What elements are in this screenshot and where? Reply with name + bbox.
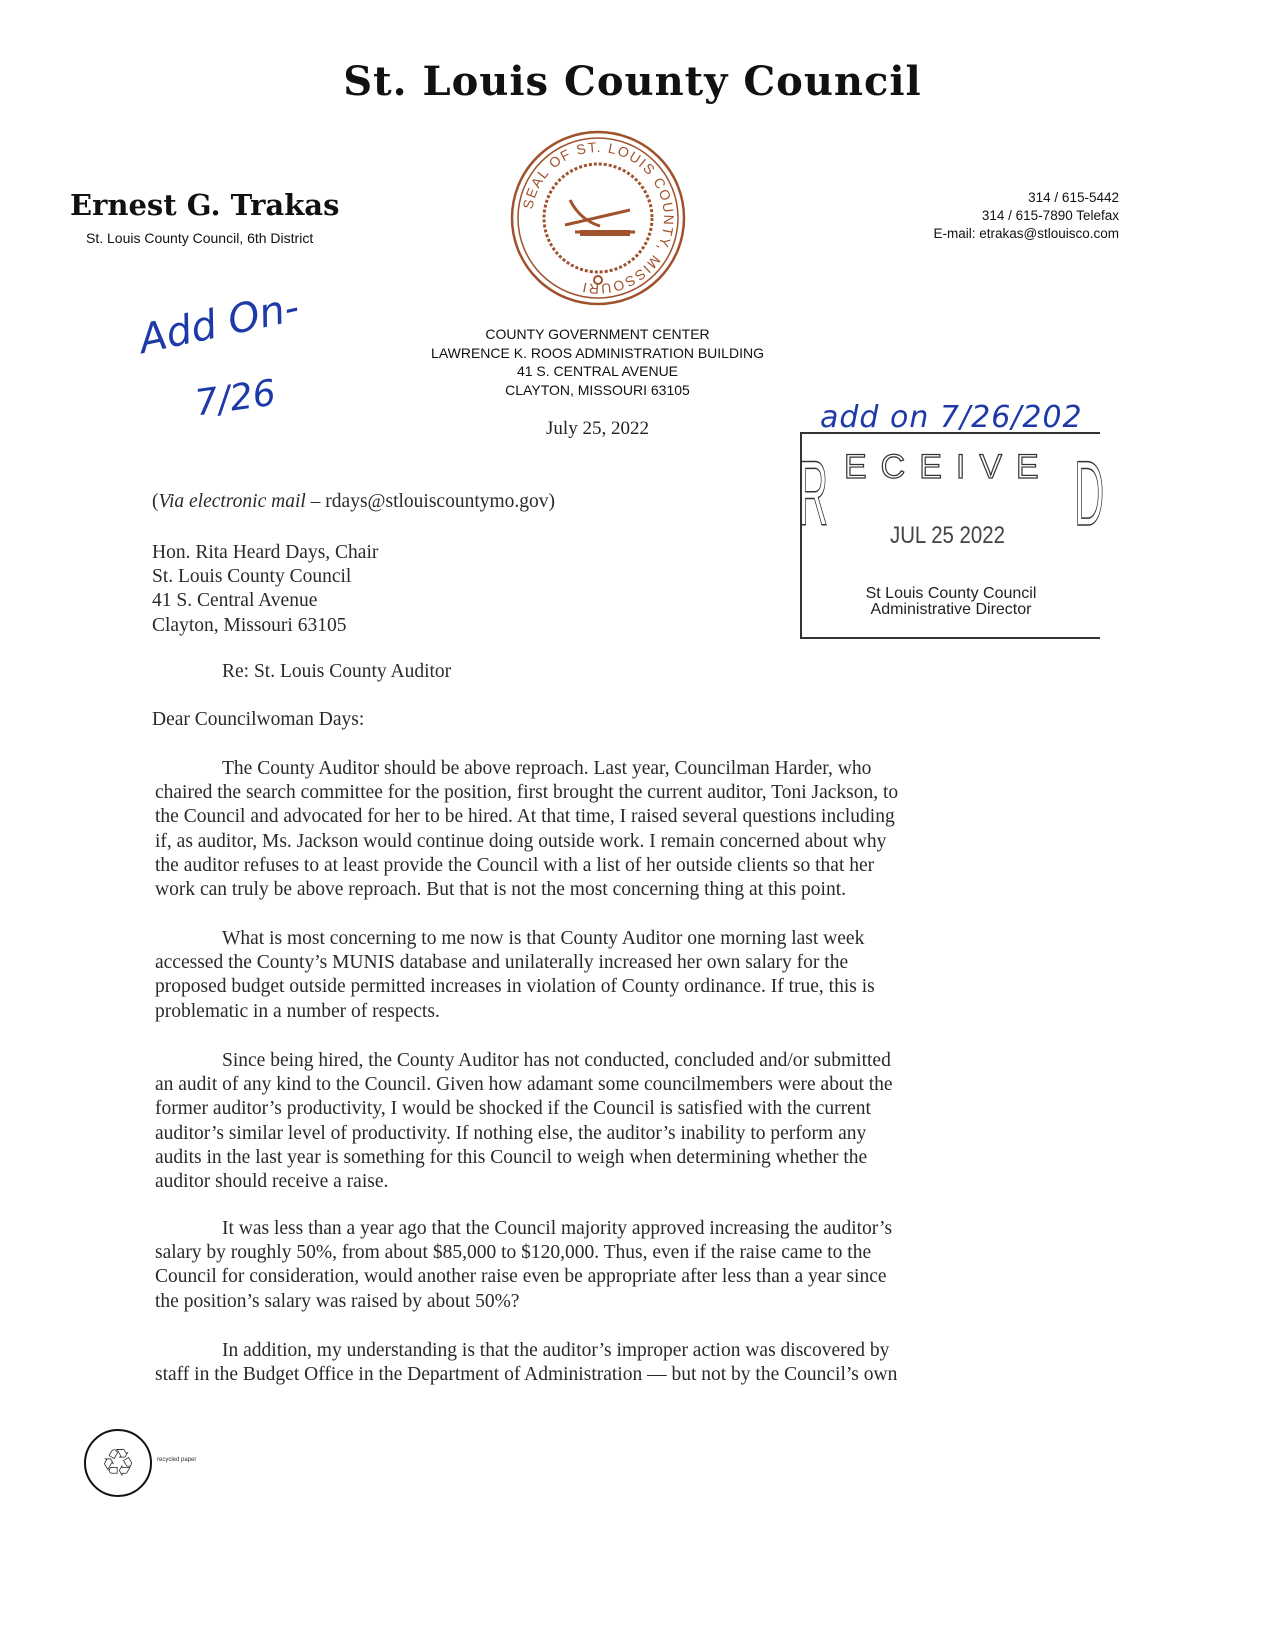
delivery-note: (Via electronic mail – rdays@stlouiscountymo.gov) bbox=[152, 491, 556, 512]
recipient-line: 41 S. Central Avenue bbox=[152, 590, 318, 612]
paragraph-line: problematic in a number of respects. bbox=[155, 1000, 440, 1022]
via-email: – rdays@stlouiscountymo.gov) bbox=[305, 491, 556, 512]
letter-date: July 25, 2022 bbox=[546, 418, 649, 439]
via-label: Via electronic mail bbox=[158, 491, 306, 512]
recycled-paper-label: recycled paper bbox=[157, 1457, 197, 1463]
received-stamp bbox=[798, 432, 1104, 639]
address-line: LAWRENCE K. ROOS ADMINISTRATION BUILDING bbox=[431, 344, 764, 361]
sender-name: Ernest G. Trakas bbox=[70, 188, 340, 222]
recycle-icon: ♲ bbox=[84, 1429, 152, 1497]
paragraph-line: It was less than a year ago that the Council majority approved increasing the auditor’s bbox=[222, 1218, 893, 1239]
government-center-address bbox=[0, 325, 1195, 399]
paragraph-line: The County Auditor should be above reproach. Last year, Councilman Harder, who bbox=[222, 758, 872, 779]
recipient-address bbox=[152, 541, 378, 638]
paragraph-line: former auditor’s productivity, I would be shocked if the Council is satisfied with the current bbox=[155, 1098, 871, 1120]
paragraph-line: Council for consideration, would another raise even be appropriate after less than a year since bbox=[155, 1266, 887, 1288]
paragraph-line: the position’s salary was raised by about 50%? bbox=[155, 1290, 520, 1312]
paragraph-line: Since being hired, the County Auditor has not conducted, concluded and/or submitted bbox=[222, 1050, 891, 1071]
letterhead-title: St. Louis County Council bbox=[343, 58, 922, 105]
paragraph-line: auditor should receive a raise. bbox=[155, 1171, 389, 1193]
body-paragraph bbox=[155, 757, 898, 902]
stamp-date: JUL 25 2022 bbox=[890, 522, 1005, 549]
handwritten-add-on-note: add on 7/26/202 bbox=[820, 400, 1083, 435]
paragraph-line: In addition, my understanding is that the auditor’s improper action was discovered by bbox=[222, 1340, 890, 1361]
address-line: COUNTY GOVERNMENT CENTER bbox=[485, 326, 710, 342]
contact-info bbox=[933, 189, 1119, 243]
body-paragraph bbox=[155, 1339, 897, 1387]
address-line: CLAYTON, MISSOURI 63105 bbox=[505, 381, 690, 398]
paragraph-line: work can truly be above reproach. But that is not the most concerning thing at this point. bbox=[155, 879, 847, 901]
recipient-line: Hon. Rita Heard Days, Chair bbox=[152, 542, 379, 563]
paragraph-line: accessed the County’s MUNIS database and unilaterally increased her own salary for the bbox=[155, 952, 849, 974]
handwritten-note-date: 7/26 bbox=[192, 372, 279, 425]
stamp-office-line: St Louis County Council bbox=[865, 585, 1037, 602]
sender-district: St. Louis County Council, 6th District bbox=[86, 230, 314, 246]
recipient-line: St. Louis County Council bbox=[152, 566, 352, 588]
paragraph-line: chaired the search committee for the position, first brought the current auditor, Toni Jackson, to bbox=[155, 782, 899, 804]
body-paragraph bbox=[155, 927, 875, 1024]
phone: 314 / 615-5442 bbox=[1028, 190, 1119, 205]
body-paragraph bbox=[155, 1217, 892, 1314]
paragraph-line: auditor’s similar level of productivity. If nothing else, the auditor’s inability to perform any bbox=[155, 1122, 867, 1144]
paragraph-line: the Council and advocated for her to be hired. At that time, I raised several questions including bbox=[155, 806, 895, 828]
body-paragraph bbox=[155, 1049, 893, 1194]
recipient-line: Clayton, Missouri 63105 bbox=[152, 614, 347, 636]
address-line: 41 S. CENTRAL AVENUE bbox=[516, 363, 679, 379]
subject-line: Re: St. Louis County Auditor bbox=[222, 661, 452, 682]
paragraph-line: What is most concerning to me now is that County Auditor one morning last week bbox=[222, 928, 865, 949]
stamp-received: ECEIVE bbox=[844, 448, 1053, 486]
email: E-mail: etrakas@stlouisco.com bbox=[933, 226, 1119, 241]
county-seal bbox=[510, 130, 686, 306]
paragraph-line: the auditor refuses to at least provide the Council with a list of her outside clients so that her bbox=[155, 854, 875, 876]
handwritten-note-add-on: Add On- bbox=[135, 284, 304, 363]
paragraph-line: audits in the last year is something for this Council to weigh when determining whether the bbox=[155, 1146, 868, 1168]
stamp-letter-d: D bbox=[1073, 443, 1104, 545]
svg-text:SEAL OF ST. LOUIS COUNTY, MISS: SEAL OF ST. LOUIS COUNTY, MISSOURI bbox=[519, 138, 678, 298]
paragraph-line: proposed budget outside permitted increases in violation of County ordinance. If true, this is bbox=[155, 976, 875, 998]
paragraph-line: salary by roughly 50%, from about $85,000 to $120,000. Thus, even if the raise came to the bbox=[155, 1242, 872, 1264]
telefax: 314 / 615-7890 Telefax bbox=[981, 208, 1119, 223]
stamp-letter-r: R bbox=[798, 443, 829, 545]
stamp-office bbox=[802, 586, 1100, 618]
paragraph-line: staff in the Budget Office in the Department of Administration — but not by the Council’s own bbox=[155, 1364, 898, 1386]
salutation: Dear Councilwoman Days: bbox=[152, 709, 365, 730]
stamp-office-line: Administrative Director bbox=[870, 601, 1032, 618]
paragraph-line: if, as auditor, Ms. Jackson would continue doing outside work. I remain concerned about why bbox=[155, 830, 887, 852]
paragraph-line: an audit of any kind to the Council. Given how adamant some councilmembers were about the bbox=[155, 1074, 893, 1096]
